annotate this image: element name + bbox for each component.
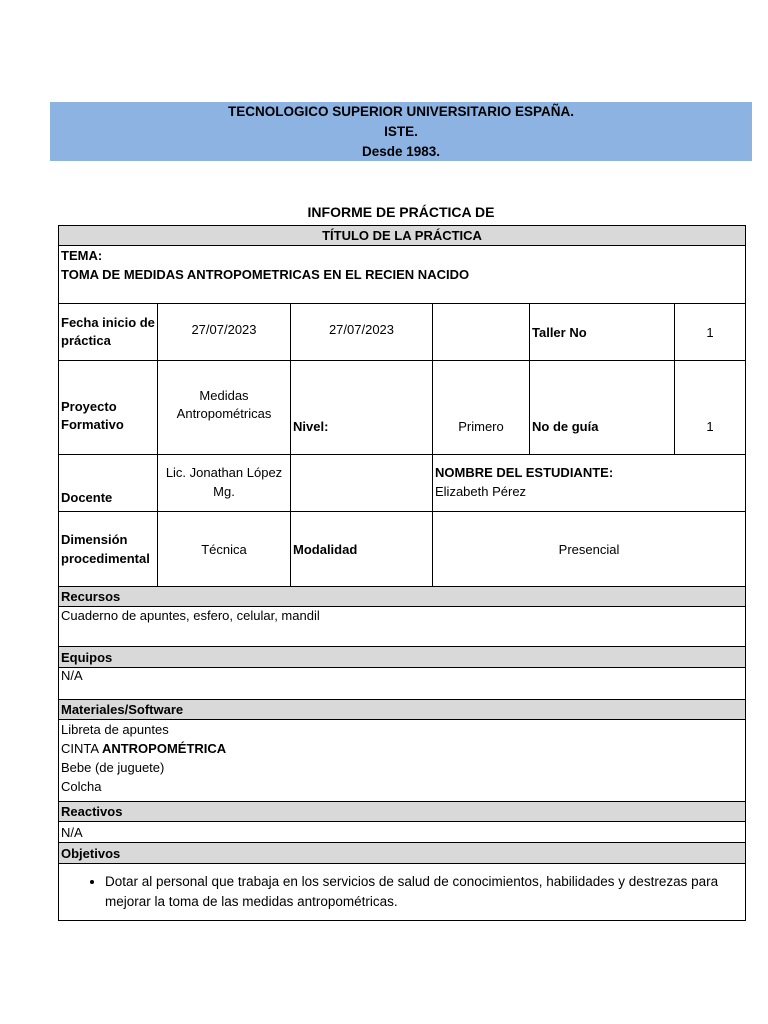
objetivos-cell bbox=[59, 864, 746, 921]
proyecto-value: Medidas Antropométricas bbox=[158, 361, 291, 455]
dimension-label: Dimensión procedimental bbox=[59, 512, 158, 587]
estudiante-label: NOMBRE DEL ESTUDIANTE: bbox=[435, 465, 614, 480]
taller-label: Taller No bbox=[530, 304, 675, 361]
empty-cell bbox=[433, 304, 530, 361]
institution-founded: Desde 1983. bbox=[361, 144, 441, 159]
objetivos-list bbox=[61, 872, 743, 912]
tema-value: TOMA DE MEDIDAS ANTROPOMETRICAS EN EL RECIEN NACIDO bbox=[61, 267, 470, 282]
nivel-value: Primero bbox=[433, 361, 530, 455]
tema-label: TEMA: bbox=[61, 248, 103, 263]
objetivos-label: Objetivos bbox=[59, 843, 746, 864]
estudiante-value: Elizabeth Pérez bbox=[435, 484, 527, 499]
taller-value: 1 bbox=[675, 304, 746, 361]
estudiante-cell bbox=[433, 455, 746, 512]
equipos-value: N/A bbox=[59, 668, 746, 700]
institution-acronym: ISTE. bbox=[384, 124, 418, 139]
materiales-item: Libreta de apuntes bbox=[61, 722, 169, 737]
equipos-label: Equipos bbox=[59, 647, 746, 668]
materiales-item-prefix: CINTA bbox=[61, 741, 102, 756]
institution-header bbox=[50, 102, 752, 161]
materiales-item bbox=[61, 739, 743, 758]
fecha-start-value: 27/07/2023 bbox=[158, 304, 291, 361]
proyecto-label: Proyecto Formativo bbox=[59, 361, 158, 455]
materiales-item-bold: ANTROPOMÉTRICA bbox=[101, 741, 227, 756]
objetivo-item: • Dotar al personal que trabaja en los servicios de salud de conocimientos, habilidades y destrezas para mejorar la toma de las medidas antropométricas. bbox=[105, 872, 743, 912]
guia-label: No de guía bbox=[530, 361, 675, 455]
materiales-label: Materiales/Software bbox=[59, 700, 746, 720]
recursos-label: Recursos bbox=[59, 587, 746, 607]
fecha-end-value: 27/07/2023 bbox=[291, 304, 433, 361]
reactivos-label: Reactivos bbox=[59, 802, 746, 822]
materiales-item: Bebe (de juguete) bbox=[61, 760, 165, 775]
guia-value: 1 bbox=[675, 361, 746, 455]
report-title: INFORME DE PRÁCTICA DE bbox=[307, 204, 495, 220]
materiales-list bbox=[59, 720, 746, 802]
fecha-label: Fecha inicio de práctica bbox=[59, 304, 158, 361]
tema-cell bbox=[59, 246, 746, 304]
materiales-item: Colcha bbox=[61, 779, 102, 794]
practice-title-header: TÍTULO DE LA PRÁCTICA bbox=[59, 226, 746, 246]
recursos-value: Cuaderno de apuntes, esfero, celular, mandil bbox=[59, 607, 746, 647]
docente-value: Lic. Jonathan López Mg. bbox=[158, 455, 291, 512]
docente-label: Docente bbox=[59, 455, 158, 512]
dimension-value: Técnica bbox=[158, 512, 291, 587]
nivel-label: Nivel: bbox=[291, 361, 433, 455]
modalidad-value: Presencial bbox=[433, 512, 746, 587]
institution-name: TECNOLOGICO SUPERIOR UNIVERSITARIO ESPAÑA. bbox=[227, 104, 575, 119]
practice-report-table bbox=[58, 225, 746, 921]
modalidad-label: Modalidad bbox=[291, 512, 433, 587]
reactivos-value: N/A bbox=[59, 822, 746, 843]
empty-cell bbox=[291, 455, 433, 512]
